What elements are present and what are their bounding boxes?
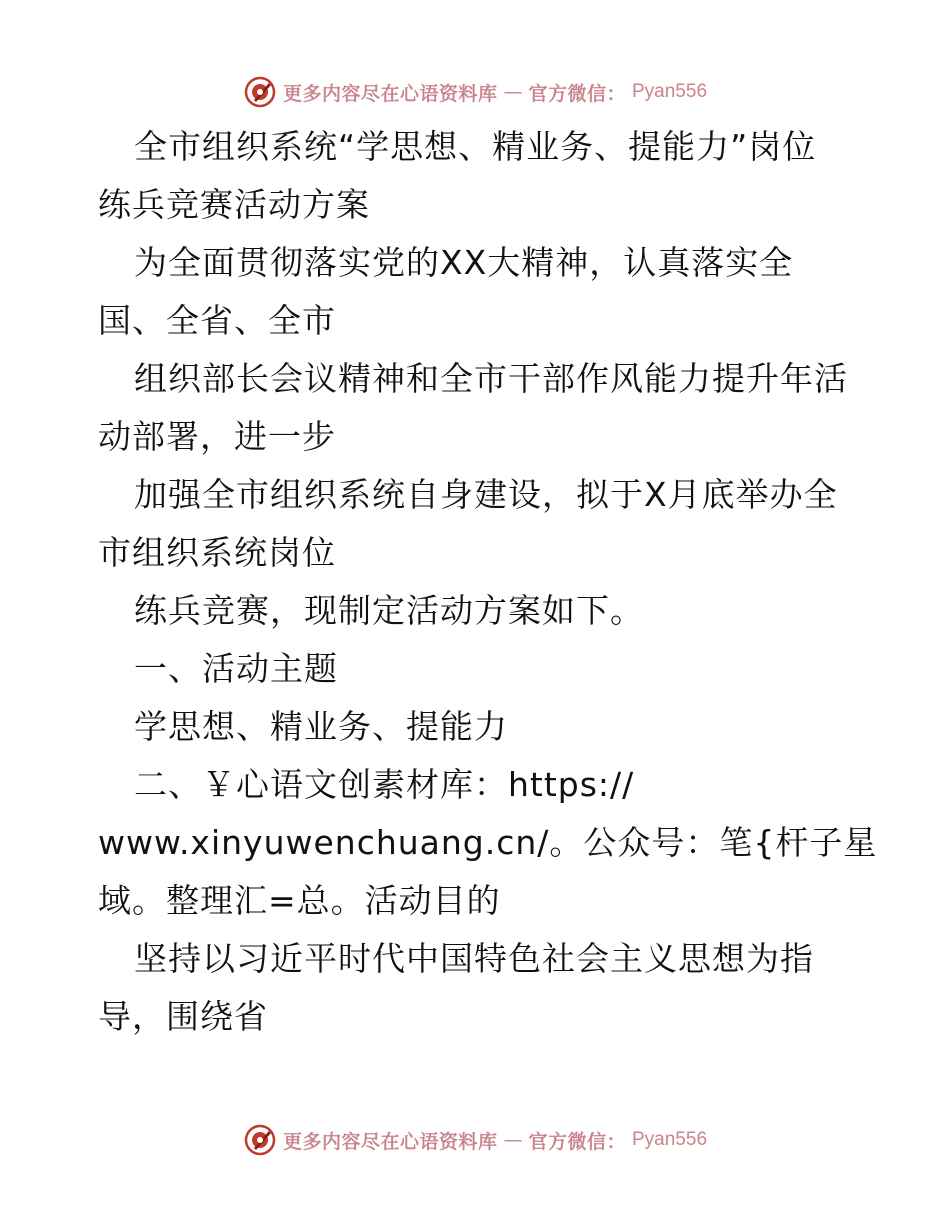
paragraph-line: 加强全市组织系统自身建设，拟于X月底举办全 (134, 475, 838, 514)
footer-banner (0, 1120, 950, 1160)
paragraph-line: 学思想、精业务、提能力 (134, 707, 508, 746)
header-wechat-id: Pyan556 (632, 81, 708, 102)
brand-logo-icon (243, 1123, 277, 1157)
paragraph-line: 域。整理汇=总。活动目的 (98, 881, 501, 920)
doc-title-line-1: 全市组织系统“学思想、精业务、提能力”岗位 (134, 127, 817, 166)
header-wechat-label: 官方微信： (528, 82, 626, 105)
paragraph-line: 动部署，进一步 (98, 417, 336, 456)
footer-wechat-id: Pyan556 (632, 1129, 708, 1150)
paragraph-line: 为全面贯彻落实党的XX大精神，认真落实全 (134, 243, 794, 282)
document-body (98, 118, 878, 1046)
header-banner (0, 72, 950, 112)
footer-wechat-label: 官方微信： (528, 1130, 626, 1153)
paragraph-line: 组织部长会议精神和全市干部作风能力提升年活 (134, 359, 848, 398)
brand-logo-icon (243, 75, 277, 109)
footer-brand-text: 更多内容尽在心语资料库 (282, 1130, 498, 1153)
header-separator: — (503, 81, 523, 103)
header-brand-text: 更多内容尽在心语资料库 (282, 82, 498, 105)
paragraph-line: 坚持以习近平时代中国特色社会主义思想为指 (134, 939, 814, 978)
paragraph-line: 市组织系统岗位 (98, 533, 336, 572)
paragraph-line: 练兵竞赛，现制定活动方案如下。 (134, 591, 644, 630)
paragraph-line: 导，围绕省 (98, 997, 268, 1036)
section-heading-1: 一、活动主题 (134, 649, 338, 688)
paragraph-line: www.xinyuwenchuang.cn/。公众号：笔{杆子星 (98, 823, 878, 862)
section-heading-2: 二、￥心语文创素材库：https:// (134, 765, 635, 804)
doc-title-line-2: 练兵竞赛活动方案 (98, 185, 370, 224)
footer-separator: — (503, 1129, 523, 1151)
paragraph-line: 国、全省、全市 (98, 301, 336, 340)
